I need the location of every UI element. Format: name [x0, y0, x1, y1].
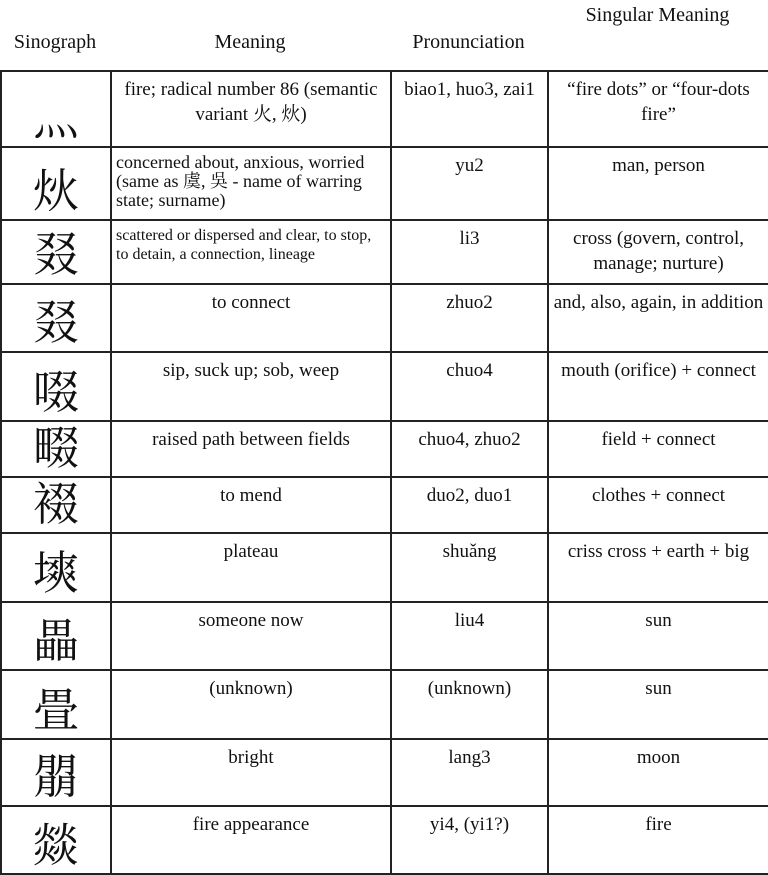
sinograph-cell: 叕 — [1, 220, 111, 284]
sinograph-cell: 塽 — [1, 533, 111, 602]
table-row — [1, 477, 768, 533]
sinograph-cell: 畷 — [1, 421, 111, 477]
pronunciation-cell: yu2 — [391, 147, 548, 220]
sinograph-cell: 炏 — [1, 147, 111, 220]
table-row — [1, 806, 768, 874]
meaning-cell: (unknown) — [111, 670, 391, 739]
meaning-cell: concerned about, anxious, worried (same as 虞, 吳 - name of warring state; surname) — [111, 147, 391, 220]
singular-meaning-cell: and, also, again, in addition — [548, 284, 768, 352]
singular-meaning-cell: mouth (orifice) + connect — [548, 352, 768, 421]
pronunciation-cell: (unknown) — [391, 670, 548, 739]
sinograph-cell: 朤 — [1, 739, 111, 806]
table-row — [1, 602, 768, 670]
meaning-cell: to connect — [111, 284, 391, 352]
table-row — [1, 147, 768, 220]
sinograph-cell: 燚 — [1, 806, 111, 874]
header-meaning: Meaning — [214, 31, 286, 53]
header-singular-meaning: Singular Meaning — [585, 4, 730, 26]
singular-meaning-cell: sun — [548, 670, 768, 739]
meaning-cell: fire appearance — [111, 806, 391, 874]
meaning-cell: plateau — [111, 533, 391, 602]
singular-meaning-cell: field + connect — [548, 421, 768, 477]
header-sinograph: Sinograph — [13, 31, 97, 53]
table-row — [1, 670, 768, 739]
table-row — [1, 352, 768, 421]
table-row — [1, 220, 768, 284]
pronunciation-cell: zhuo2 — [391, 284, 548, 352]
meaning-cell: sip, suck up; sob, weep — [111, 352, 391, 421]
meaning-cell: scattered or dispersed and clear, to stop, to detain, a connection, lineage — [111, 220, 391, 284]
singular-meaning-cell: moon — [548, 739, 768, 806]
meaning-cell: to mend — [111, 477, 391, 533]
sinograph-cell: 叕 — [1, 284, 111, 352]
sinograph-cell: 畳 — [1, 670, 111, 739]
meaning-cell: raised path between fields — [111, 421, 391, 477]
table-row — [1, 421, 768, 477]
singular-meaning-cell: clothes + connect — [548, 477, 768, 533]
table-row — [1, 739, 768, 806]
meaning-cell: someone now — [111, 602, 391, 670]
table-row — [1, 284, 768, 352]
singular-meaning-cell: cross (govern, control, manage; nurture) — [548, 220, 768, 284]
pronunciation-cell: liu4 — [391, 602, 548, 670]
singular-meaning-cell: sun — [548, 602, 768, 670]
singular-meaning-cell: man, person — [548, 147, 768, 220]
singular-meaning-cell: criss cross + earth + big — [548, 533, 768, 602]
sinograph-cell: 裰 — [1, 477, 111, 533]
table-row — [1, 71, 768, 147]
pronunciation-cell: chuo4 — [391, 352, 548, 421]
pronunciation-cell: li3 — [391, 220, 548, 284]
pronunciation-cell: lang3 — [391, 739, 548, 806]
table-row — [1, 533, 768, 602]
table-header — [0, 0, 768, 70]
header-pronunciation: Pronunciation — [412, 31, 525, 53]
sinograph-cell: 啜 — [1, 352, 111, 421]
singular-meaning-cell: “fire dots” or “four-dots fire” — [548, 71, 768, 147]
meaning-cell: fire; radical number 86 (semantic variant 火, 炏) — [111, 71, 391, 147]
pronunciation-cell: duo2, duo1 — [391, 477, 548, 533]
sinograph-cell: 灬 — [1, 71, 111, 147]
sinograph-table — [0, 70, 768, 875]
pronunciation-cell: shuǎng — [391, 533, 548, 602]
pronunciation-cell: yi4, (yi1?) — [391, 806, 548, 874]
singular-meaning-cell: fire — [548, 806, 768, 874]
meaning-cell: bright — [111, 739, 391, 806]
pronunciation-cell: biao1, huo3, zai1 — [391, 71, 548, 147]
sinograph-cell: 畾 — [1, 602, 111, 670]
pronunciation-cell: chuo4, zhuo2 — [391, 421, 548, 477]
